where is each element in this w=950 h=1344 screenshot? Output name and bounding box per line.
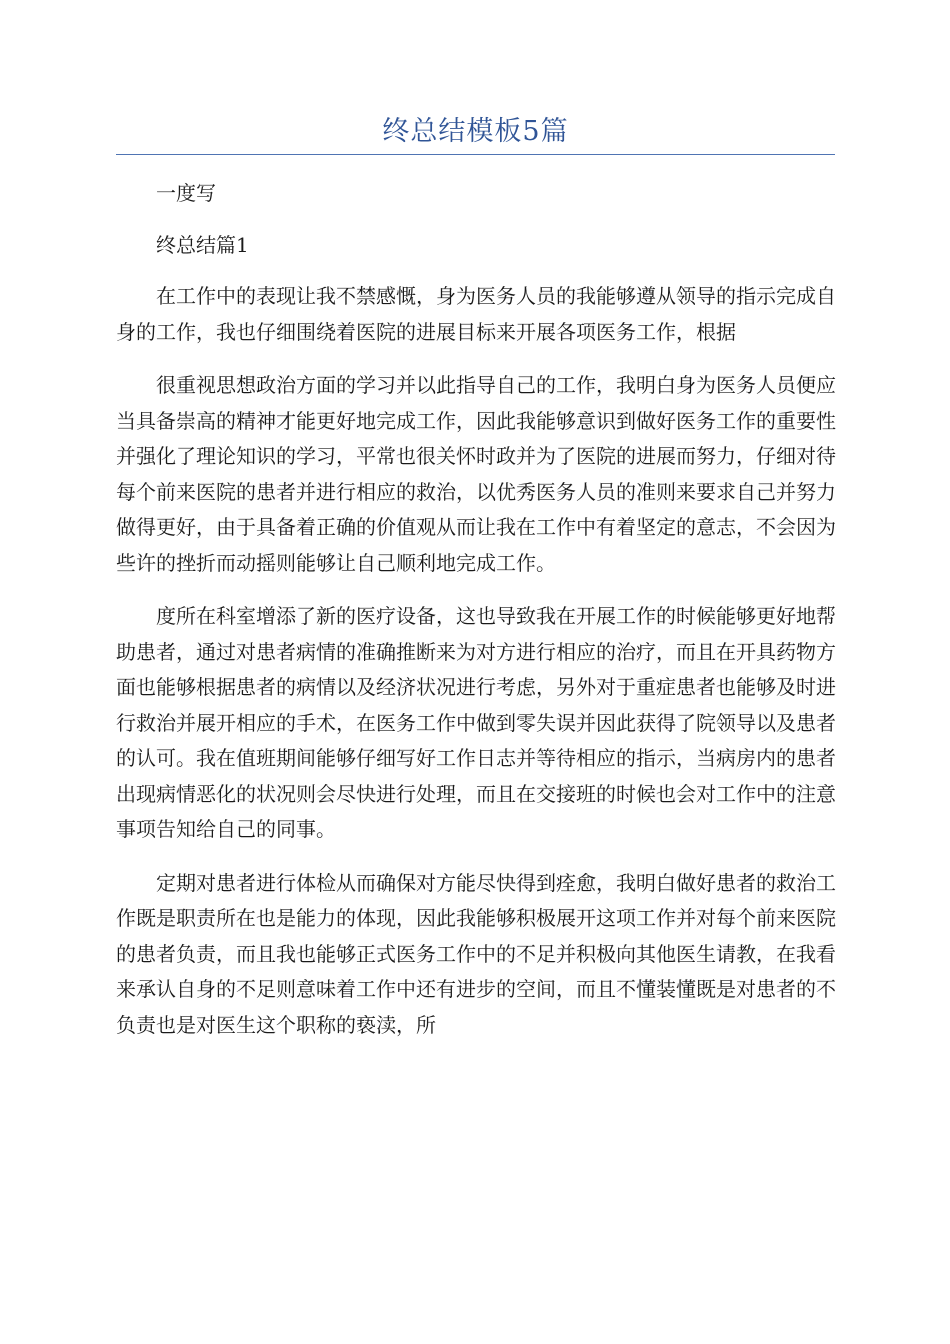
document-body	[116, 176, 836, 1061]
document-title: 终总结模板5篇	[382, 116, 569, 147]
paragraph: 一度写	[156, 181, 216, 205]
section-heading: 终总结篇1	[156, 232, 249, 257]
paragraph: 很重视思想政治方面的学习并以此指导自己的工作，我明白身为医务人员便应当具备崇高的精神才能更好地完成工作，因此我能够意识到做好医务工作的重要性并强化了理论知识的学习，平常也很关怀时政并为了医院的进展而努力，仔细对待每个前来医院的患者并进行相应的救治，以优秀医务人员的准则来要求自己并努力做得更好，由于具备着正确的价值观从而让我在工作中有着坚定的意志，不会因为些许的挫折而动摇则能够让自己顺利地完成工作。	[116, 373, 836, 575]
paragraph: 在工作中的表现让我不禁感慨，身为医务人员的我能够遵从领导的指示完成自身的工作，我也仔细围绕着医院的进展目标来开展各项医务工作，根据	[116, 284, 836, 344]
paragraph: 定期对患者进行体检从而确保对方能尽快得到痊愈，我明白做好患者的救治工作既是职责所在也是能力的体现，因此我能够积极展开这项工作并对每个前来医院的患者负责，而且我也能够正式医务工作中的不足并积极向其他医生请教，在我看来承认自身的不足则意味着工作中还有进步的空间，而且不懂装懂既是对患者的不负责也是对医生这个职称的亵渎，所	[116, 870, 836, 1037]
title-divider	[116, 154, 835, 155]
paragraph: 度所在科室增添了新的医疗设备，这也导致我在开展工作的时候能够更好地帮助患者，通过对患者病情的准确推断来为对方进行相应的治疗，而且在开具药物方面也能够根据患者的病情以及经济状况进行考虑，另外对于重症患者也能够及时进行救治并展开相应的手术，在医务工作中做到零失误并因此获得了院领导以及患者的认可。我在值班期间能够仔细写好工作日志并等待相应的指示，当病房内的患者出现病情恶化的状况则会尽快进行处理，而且在交接班的时候也会对工作中的注意事项告知给自己的同事。	[116, 604, 836, 841]
